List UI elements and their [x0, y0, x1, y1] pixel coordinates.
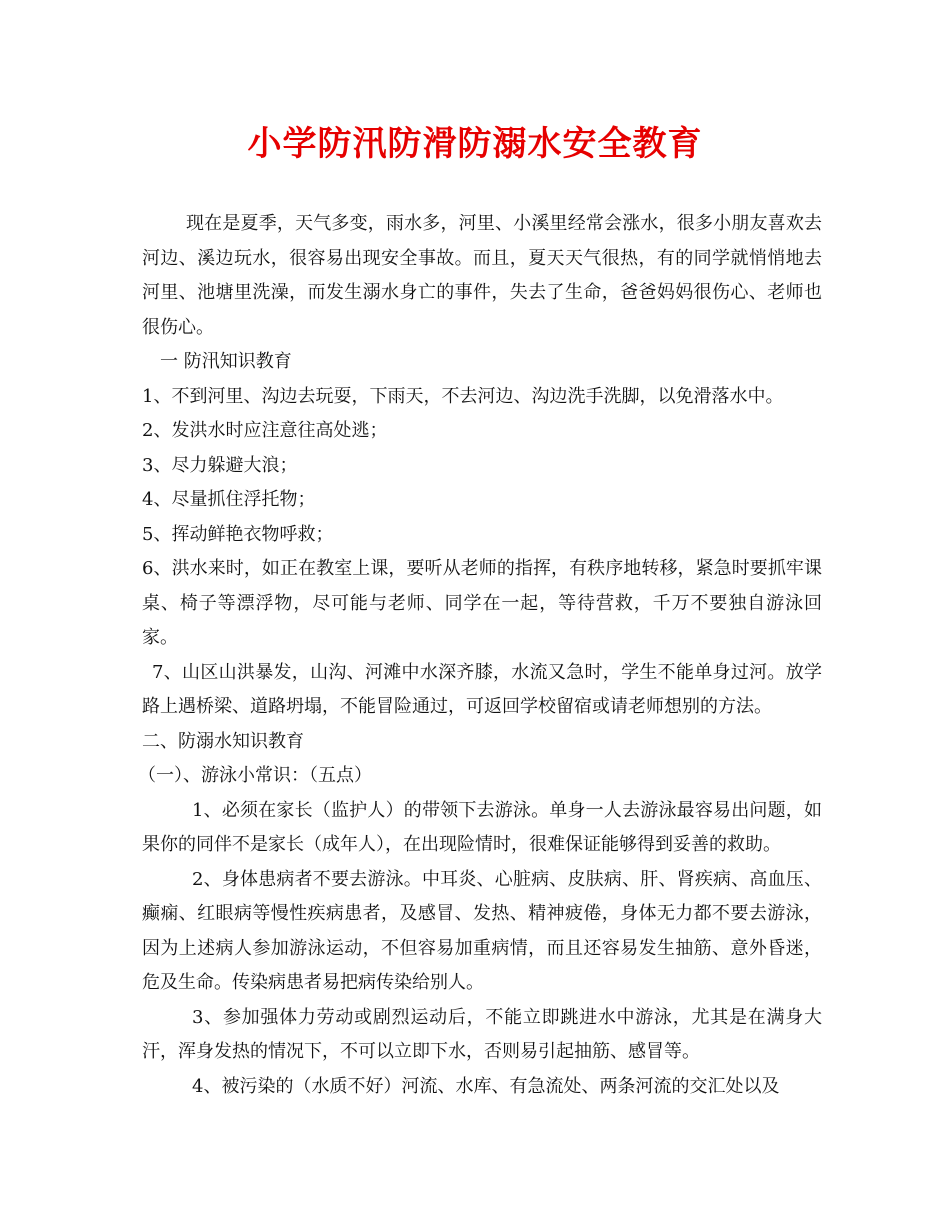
intro-paragraph: 现在是夏季，天气多变，雨水多，河里、小溪里经常会涨水，很多小朋友喜欢去河边、溪边玩水，很容易出现安全事故。而且，夏天天气很热，有的同学就悄悄地去河里、池塘里洗澡，而发生溺水身亡的事件，失去了生命，爸爸妈妈很伤心、老师也很伤心。	[142, 213, 822, 338]
document-title: 小学防汛防滑防溺水安全教育	[247, 124, 703, 164]
subsection-heading: （一）、游泳小常识：（五点）	[138, 765, 372, 786]
list-item: 2、发洪水时应注意往高处逃；	[142, 420, 388, 441]
list-item: 4、尽量抓住浮托物；	[142, 489, 316, 510]
list-item: 7、山区山洪暴发，山沟、河滩中水深齐膝，水流又急时，学生不能单身过河。放学路上遇桥梁、道路坍塌，不能冒险通过，可返回学校留宿或请老师想别的方法。	[142, 661, 822, 717]
list-item: 1、不到河里、沟边去玩耍，下雨天，不去河边、沟边洗手洗脚，以免滑落水中。	[142, 385, 784, 407]
section-heading-drowning: 二、防溺水知识教育	[142, 730, 304, 752]
section-heading-flood: 一 防汛知识教育	[160, 351, 292, 372]
list-item: 3、尽力躲避大浪；	[142, 454, 298, 476]
list-item: 6、洪水来时，如正在教室上课，要听从老师的指挥，有秩序地转移，紧急时要抓牢课桌、椅子等漂浮物，尽可能与老师、同学在一起，等待营救，千万不要独自游泳回家。	[142, 558, 822, 648]
list-item: 4、被污染的（水质不好）河流、水库、有急流处、两条河流的交汇处以及	[192, 1075, 780, 1097]
list-item: 3、参加强体力劳动或剧烈运动后，不能立即跳进水中游泳，尤其是在满身大汗，浑身发热的情况下，不可以立即下水，否则易引起抽筋、感冒等。	[142, 1006, 822, 1062]
document-body	[138, 207, 822, 1104]
list-item: 5、挥动鲜艳衣物呼救；	[142, 523, 334, 545]
list-item: 1、必须在家长（监护人）的带领下去游泳。单身一人去游泳最容易出问题，如果你的同伴不是家长（成年人），在出现险情时，很难保证能够得到妥善的救助。	[142, 799, 822, 855]
list-item: 2、身体患病者不要去游泳。中耳炎、心脏病、皮肤病、肝、肾疾病、高血压、癫痫、红眼病等慢性疾病患者，及感冒、发热、精神疲倦，身体无力都不要去游泳，因为上述病人参加游泳运动，不但容易加重病情，而且还容易发生抽筋、意外昏迷，危及生命。传染病患者易把病传染给别人。	[142, 868, 822, 993]
